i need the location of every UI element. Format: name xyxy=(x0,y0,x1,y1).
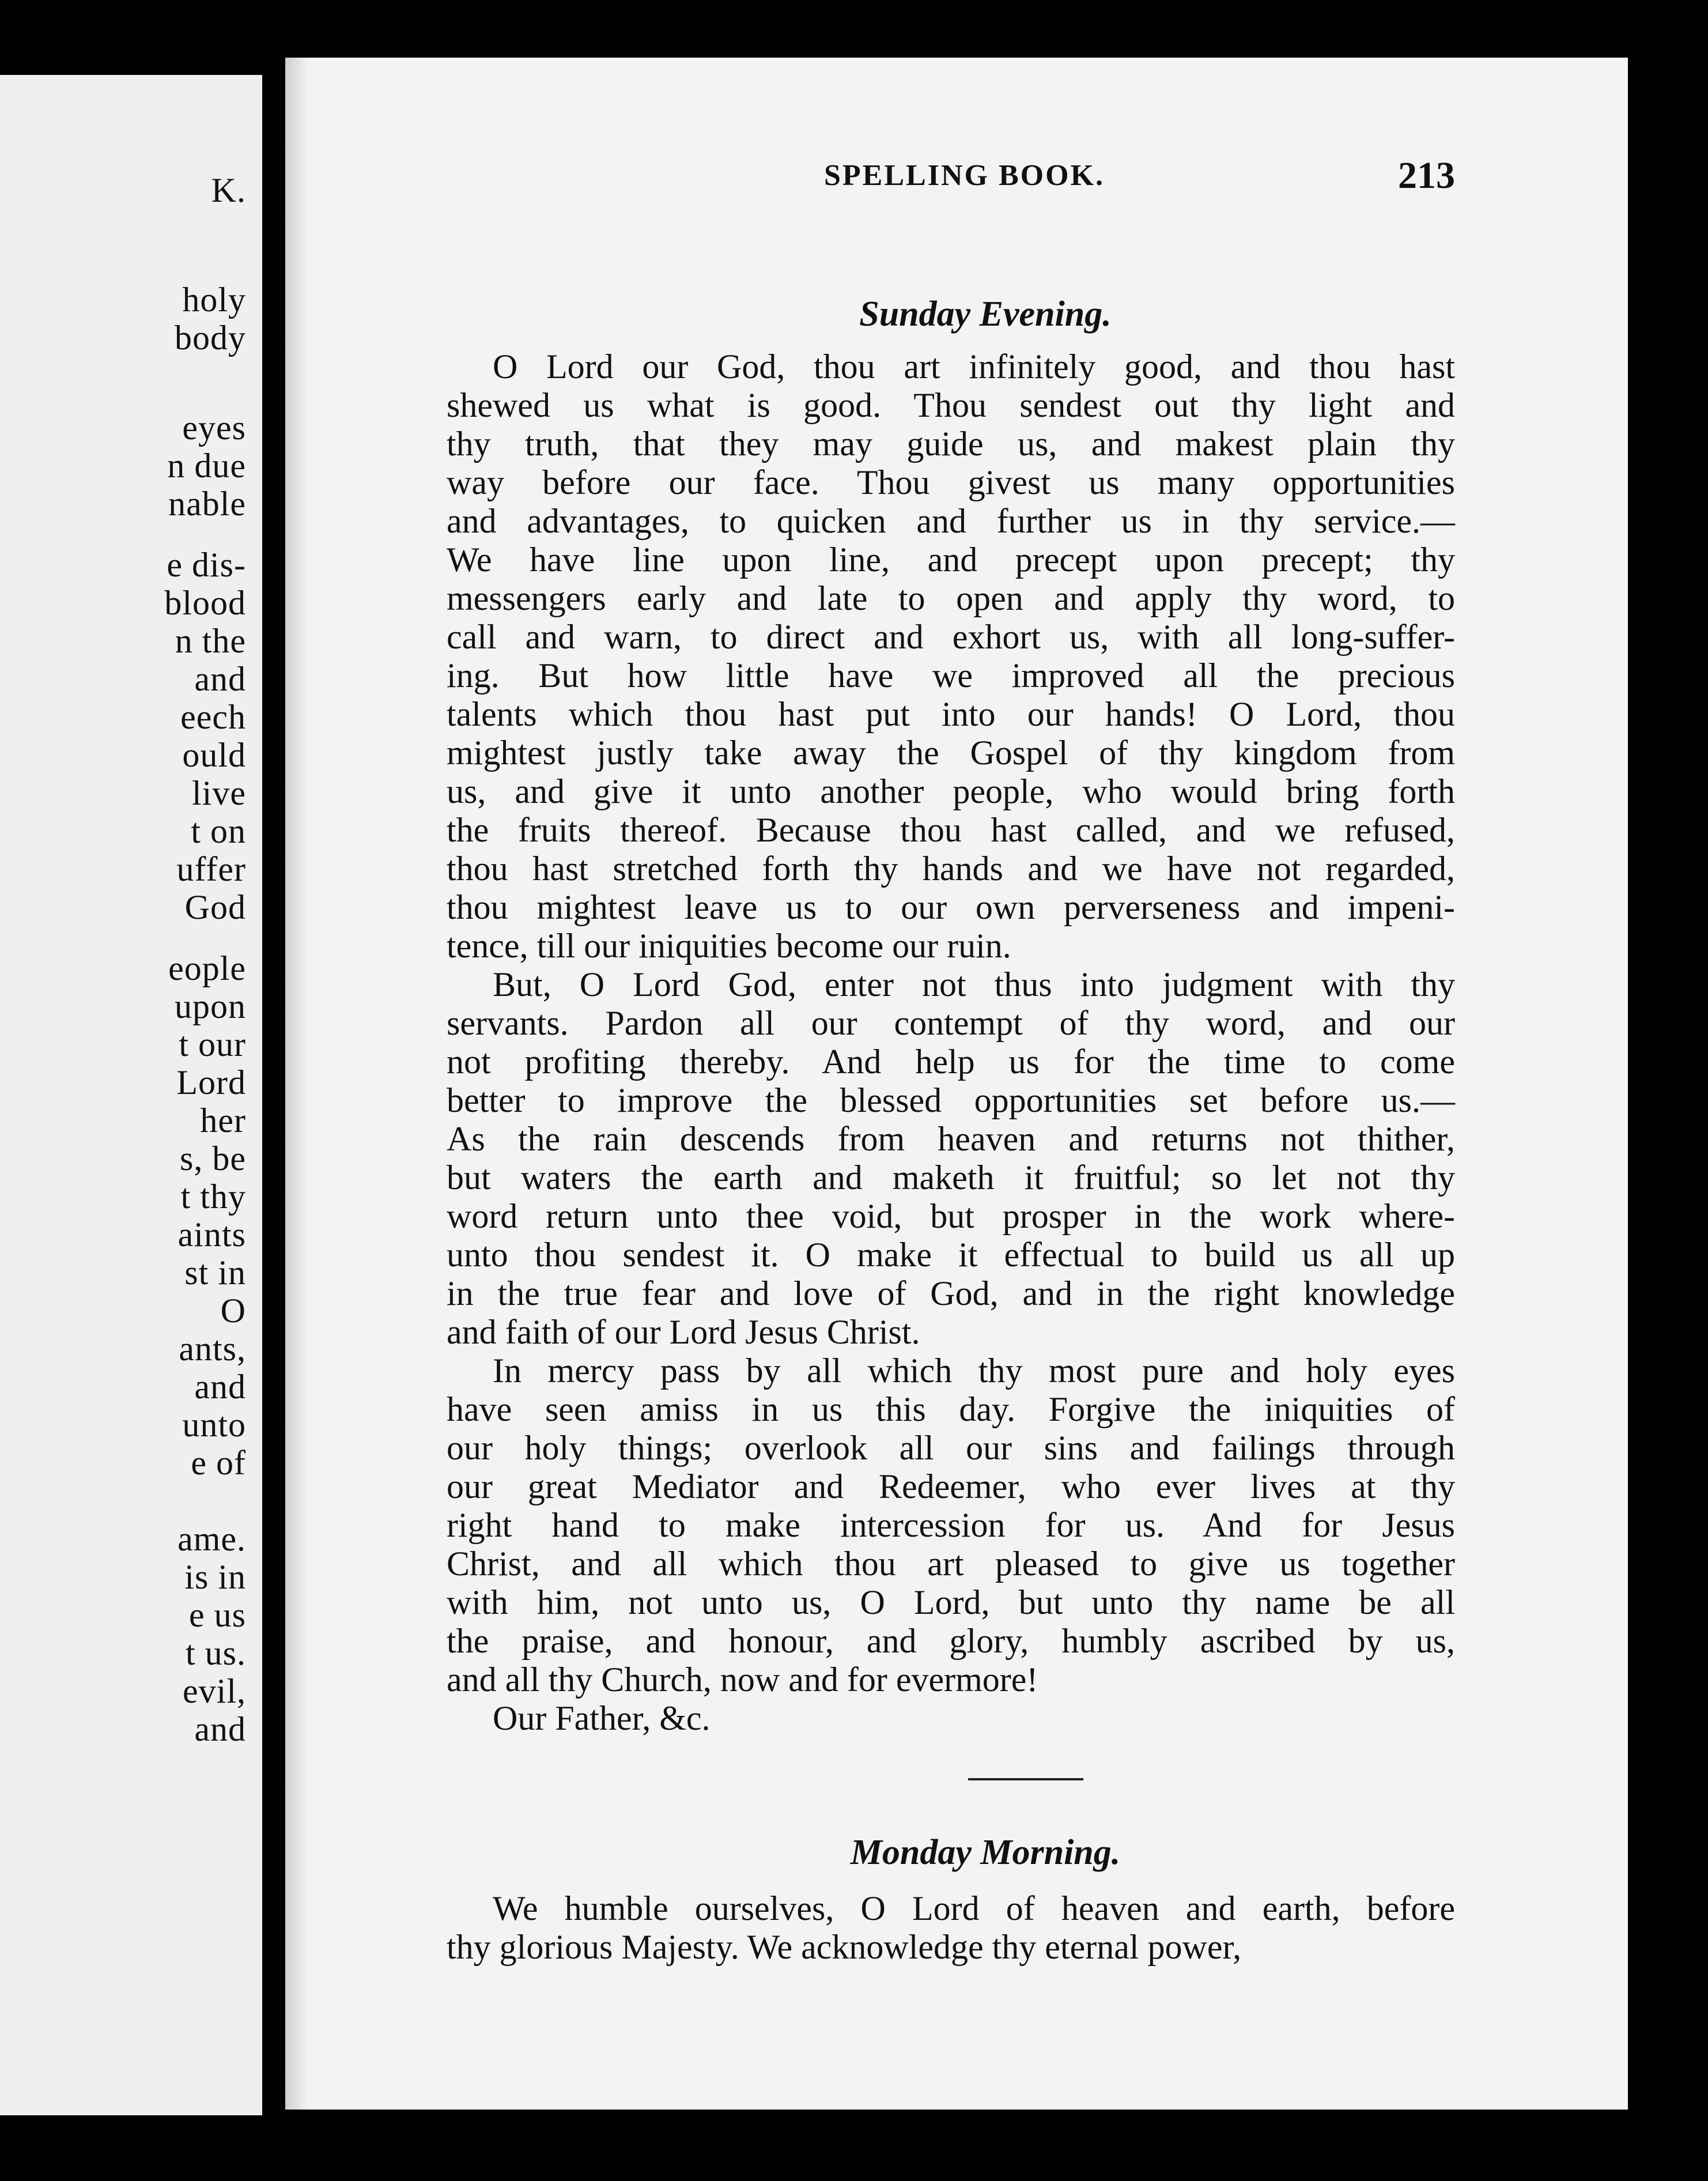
paragraph xyxy=(447,348,1455,965)
text-line: in the true fear and love of God, and in the right knowledge xyxy=(447,1274,1455,1312)
text-line: not profiting thereby. And help us for the time to come xyxy=(447,1043,1455,1081)
previous-page-line: uffer xyxy=(176,850,246,888)
previous-page-line: and xyxy=(194,1368,246,1406)
text-line: but waters the earth and maketh it fruitful; so let not thy xyxy=(447,1159,1455,1197)
text-line: We have line upon line, and precept upon precept; thy xyxy=(447,541,1455,579)
text-line: thou mightest leave us to our own perverseness and impeni- xyxy=(447,888,1455,926)
previous-page-line: holy xyxy=(182,281,246,319)
previous-page-line: t thy xyxy=(180,1178,246,1216)
text-line: But, O Lord God, enter not thus into judgment with thy xyxy=(493,965,1455,1003)
text-line: better to improve the blessed opportunities set before us.— xyxy=(447,1081,1455,1119)
previous-page-line: ame. xyxy=(177,1520,246,1558)
previous-page-line: n due xyxy=(167,447,246,485)
previous-page-line: live xyxy=(192,774,246,812)
text-line: tence, till our iniquities become our ruin. xyxy=(447,927,1011,965)
section-heading-monday-morning: Monday Morning. xyxy=(850,1833,1121,1872)
text-line: We humble ourselves, O Lord of heaven and earth, before xyxy=(493,1889,1455,1927)
text-line: us, and give it unto another people, who would bring forth xyxy=(447,772,1455,810)
previous-page-line: eople xyxy=(168,949,246,987)
previous-page-line: ould xyxy=(182,736,246,774)
text-line: servants. Pardon all our contempt of thy word, and our xyxy=(447,1004,1455,1042)
text-line: Christ, and all which thou art pleased to give us together xyxy=(447,1545,1455,1583)
sunday-evening-body xyxy=(447,348,1455,1738)
previous-page-line: evil, xyxy=(183,1672,246,1710)
previous-page-line: nable xyxy=(168,485,246,523)
text-line: messengers early and late to open and apply thy word, to xyxy=(447,579,1455,617)
previous-page-line: Lord xyxy=(176,1063,246,1101)
text-line: As the rain descends from heaven and returns not thither, xyxy=(447,1120,1455,1158)
book-page xyxy=(285,58,1628,2110)
text-line: with him, not unto us, O Lord, but unto thy name be all xyxy=(447,1583,1455,1621)
previous-page-line: and xyxy=(194,660,246,698)
running-head xyxy=(285,154,1455,205)
text-line: and all thy Church, now and for evermore! xyxy=(447,1661,1038,1699)
previous-page-line: e us xyxy=(189,1596,246,1634)
previous-page-fragment xyxy=(0,75,262,2115)
text-line: thy truth, that they may guide us, and makest plain thy xyxy=(447,425,1455,463)
page-number: 213 xyxy=(1398,154,1455,197)
text-line: right hand to make intercession for us. And for Jesus xyxy=(447,1506,1455,1544)
monday-morning-body xyxy=(447,1889,1455,1967)
previous-page-line: upon xyxy=(175,987,246,1025)
text-line: unto thou sendest it. O make it effectual to build us all up xyxy=(447,1236,1455,1274)
section-heading-sunday-evening: Sunday Evening. xyxy=(859,295,1112,334)
text-line: thou hast stretched forth thy hands and we have not regarded, xyxy=(447,850,1455,888)
text-line: way before our face. Thou givest us many opportunities xyxy=(447,463,1455,501)
previous-page-line: ants, xyxy=(179,1330,246,1368)
text-line: Our Father, &c. xyxy=(493,1699,711,1737)
previous-page-line: is in xyxy=(184,1558,246,1596)
previous-page-line: t on xyxy=(191,812,246,850)
previous-page-line: God xyxy=(184,888,246,926)
previous-page-line: K. xyxy=(211,171,246,209)
text-line: the fruits thereof. Because thou hast called, and we refused, xyxy=(447,811,1455,849)
text-line: thy glorious Majesty. We acknowledge thy eternal power, xyxy=(447,1928,1242,1966)
running-title: SPELLING BOOK. xyxy=(824,159,1105,192)
text-line: O Lord our God, thou art infinitely good, and thou hast xyxy=(493,348,1455,386)
previous-page-line: aints xyxy=(177,1216,246,1254)
text-line: shewed us what is good. Thou sendest out thy light and xyxy=(447,386,1455,424)
previous-page-line: body xyxy=(175,319,246,357)
previous-page-line: t us. xyxy=(185,1634,246,1672)
previous-page-line: e of xyxy=(191,1444,246,1482)
text-block xyxy=(447,294,1455,1967)
text-line: word return unto thee void, but prosper in the work where- xyxy=(447,1197,1455,1235)
spine-shadow xyxy=(285,58,308,2110)
previous-page-line: s, be xyxy=(180,1139,246,1178)
previous-page-line: O xyxy=(220,1292,246,1330)
previous-page-line: st in xyxy=(184,1254,246,1292)
paragraph xyxy=(447,1889,1455,1967)
text-line: our great Mediator and Redeemer, who ever lives at thy xyxy=(447,1467,1455,1505)
text-line: In mercy pass by all which thy most pure and holy eyes xyxy=(493,1352,1455,1390)
previous-page-line: blood xyxy=(164,584,246,622)
text-line: and faith of our Lord Jesus Christ. xyxy=(447,1313,920,1351)
previous-page-line: her xyxy=(200,1101,246,1139)
text-line: call and warn, to direct and exhort us, with all long-suffer- xyxy=(447,618,1455,656)
paragraph xyxy=(447,1699,1455,1738)
previous-page-line: eech xyxy=(180,698,246,736)
previous-page-line: and xyxy=(194,1710,246,1748)
text-line: our holy things; overlook all our sins and failings through xyxy=(447,1429,1455,1467)
text-line: have seen amiss in us this day. Forgive the iniquities of xyxy=(447,1390,1455,1428)
text-line: mightest justly take away the Gospel of thy kingdom from xyxy=(447,734,1455,772)
text-line: and advantages, to quicken and further us in thy service.— xyxy=(447,502,1455,540)
previous-page-line: n the xyxy=(175,622,246,660)
paragraph xyxy=(447,965,1455,1352)
text-line: ing. But how little have we improved all the precious xyxy=(447,656,1455,695)
text-line: talents which thou hast put into our hands! O Lord, thou xyxy=(447,695,1455,733)
previous-page-line: t our xyxy=(179,1025,246,1063)
previous-page-line: e dis- xyxy=(167,546,246,584)
section-divider xyxy=(968,1778,1083,1780)
text-line: the praise, and honour, and glory, humbly ascribed by us, xyxy=(447,1622,1455,1660)
previous-page-line: unto xyxy=(182,1406,246,1444)
paragraph xyxy=(447,1352,1455,1699)
previous-page-line: eyes xyxy=(182,409,246,447)
